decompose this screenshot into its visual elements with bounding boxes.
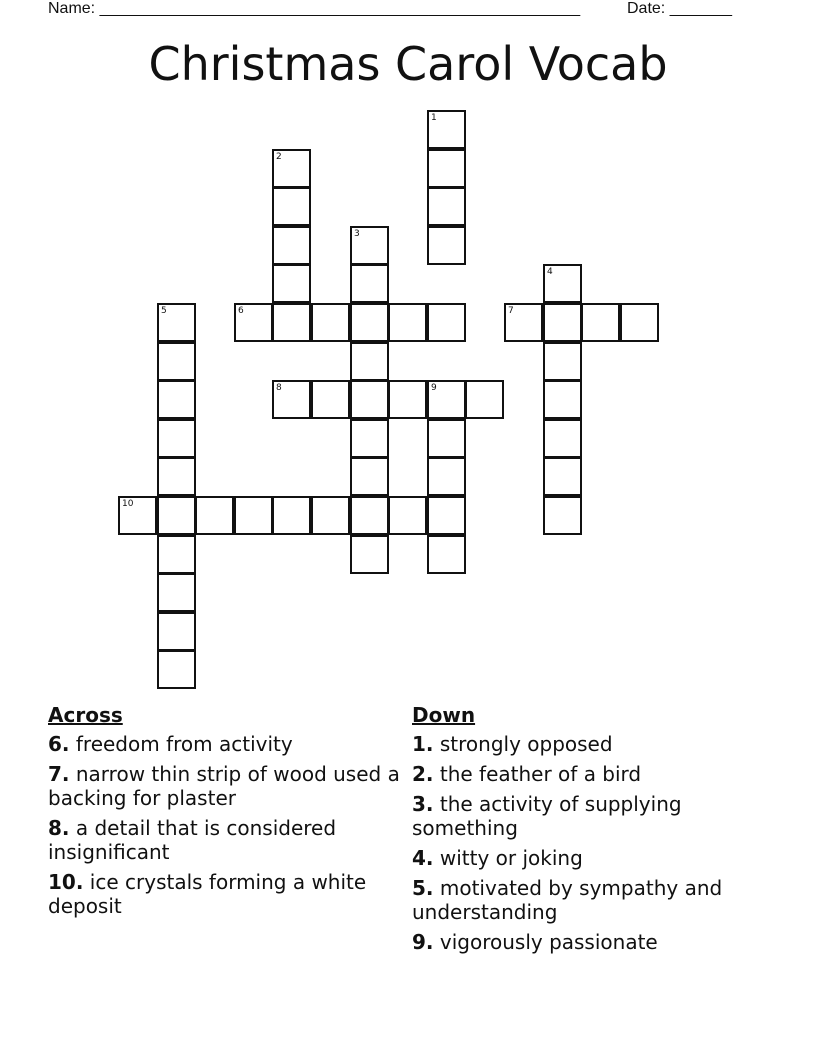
grid-cell[interactable]: [234, 496, 273, 535]
name-field[interactable]: Name: ______________________________________________________: [48, 0, 581, 17]
clue-down-9: 9. vigorously passionate: [412, 930, 658, 954]
grid-cell[interactable]: [350, 303, 389, 342]
clue-number: 10: [122, 499, 134, 509]
grid-cell[interactable]: [388, 303, 427, 342]
clue-across-10: 10. ice crystals forming a white deposit: [48, 870, 367, 918]
grid-cell[interactable]: [350, 535, 389, 574]
grid-cell[interactable]: [157, 419, 196, 458]
grid-cell[interactable]: [504, 303, 543, 342]
grid-cell[interactable]: [272, 264, 311, 303]
grid-cell[interactable]: [427, 226, 466, 265]
grid-cell[interactable]: [157, 535, 196, 574]
clue-down-1: 1. strongly opposed: [412, 732, 613, 756]
grid-cell[interactable]: [427, 457, 466, 496]
grid-cell[interactable]: [543, 380, 582, 419]
grid-cell[interactable]: [427, 187, 466, 226]
grid-cell[interactable]: [427, 303, 466, 342]
across-heading: Across: [48, 703, 123, 727]
grid-cell[interactable]: [350, 226, 389, 265]
clue-number: 8: [276, 383, 282, 393]
grid-cell[interactable]: [272, 380, 311, 419]
clue-number: 6: [238, 306, 244, 316]
clue-number: 2: [276, 152, 282, 162]
grid-cell[interactable]: [157, 650, 196, 689]
grid-cell[interactable]: [157, 342, 196, 381]
clue-number: 3: [354, 229, 360, 239]
grid-cell[interactable]: [543, 342, 582, 381]
grid-cell[interactable]: [157, 612, 196, 651]
grid-cell[interactable]: [465, 380, 504, 419]
grid-cell[interactable]: [157, 573, 196, 612]
across-clues: [48, 702, 400, 924]
clue-down-4: 4. witty or joking: [412, 846, 583, 870]
clue-across-7: 7. narrow thin strip of wood used a backing for plaster: [48, 762, 400, 810]
grid-cell[interactable]: [427, 110, 466, 149]
grid-cell[interactable]: [234, 303, 273, 342]
clue-number: 7: [508, 306, 514, 316]
grid-cell[interactable]: [157, 303, 196, 342]
grid-cell[interactable]: [427, 496, 466, 535]
page-title: Christmas Carol Vocab: [148, 37, 668, 91]
grid-cell[interactable]: [543, 303, 582, 342]
grid-cell[interactable]: [157, 380, 196, 419]
grid-cell[interactable]: [350, 264, 389, 303]
grid-cell[interactable]: [272, 187, 311, 226]
grid-cell[interactable]: [311, 380, 350, 419]
grid-cell[interactable]: [388, 380, 427, 419]
clue-number: 9: [431, 383, 437, 393]
grid-cell[interactable]: [581, 303, 620, 342]
grid-cell[interactable]: [311, 496, 350, 535]
grid-cell[interactable]: [350, 419, 389, 458]
grid-cell[interactable]: [272, 496, 311, 535]
grid-cell[interactable]: [272, 226, 311, 265]
grid-cell[interactable]: [157, 457, 196, 496]
clue-number: 1: [431, 113, 437, 123]
clue-down-2: 2. the feather of a bird: [412, 762, 642, 786]
clue-number: 5: [161, 306, 167, 316]
grid-cell[interactable]: [543, 496, 582, 535]
grid-cell[interactable]: [311, 303, 350, 342]
grid-cell[interactable]: [118, 496, 157, 535]
down-heading: Down: [412, 703, 476, 727]
grid-cell[interactable]: [350, 457, 389, 496]
grid-cell[interactable]: [388, 496, 427, 535]
clue-down-3: 3. the activity of supplying something: [412, 792, 682, 840]
grid-cell[interactable]: [350, 380, 389, 419]
clue-across-8: 8. a detail that is considered insignificant: [48, 816, 337, 864]
clue-across-6: 6. freedom from activity: [48, 732, 293, 756]
grid-cell[interactable]: [427, 419, 466, 458]
clue-down-5: 5. motivated by sympathy and understanding: [412, 876, 723, 924]
grid-cell[interactable]: [350, 342, 389, 381]
grid-cell[interactable]: [620, 303, 659, 342]
grid-cell[interactable]: [427, 535, 466, 574]
grid-cell[interactable]: [272, 303, 311, 342]
down-clues: [412, 702, 764, 960]
grid-cell[interactable]: [350, 496, 389, 535]
grid-cell[interactable]: [157, 496, 196, 535]
date-field[interactable]: Date: _______: [627, 0, 732, 17]
grid-cell[interactable]: [543, 264, 582, 303]
clue-number: 4: [547, 267, 553, 277]
grid-cell[interactable]: [272, 149, 311, 188]
grid-cell[interactable]: [427, 380, 466, 419]
grid-cell[interactable]: [427, 149, 466, 188]
grid-cell[interactable]: [543, 419, 582, 458]
grid-cell[interactable]: [195, 496, 234, 535]
grid-cell[interactable]: [543, 457, 582, 496]
